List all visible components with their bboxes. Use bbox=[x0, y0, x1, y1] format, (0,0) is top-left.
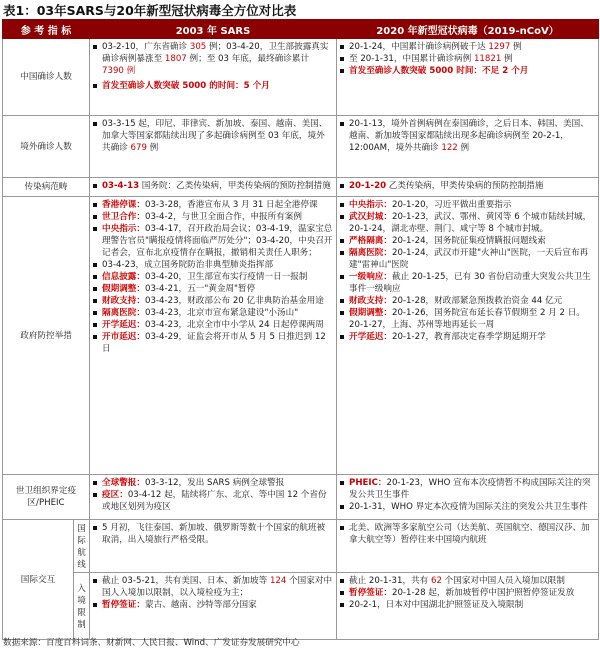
sars-cell: 03-2-10，广东省确诊 305 例；03-4-20，卫生部披露真实确诊病例暴涨至 1807 例；至 03 年底，最终确诊累计 7390 例 首发至确诊人数突破 5000 的时间：5 个月 bbox=[90, 39, 337, 116]
sub-label: 入境限制 bbox=[74, 573, 90, 640]
table-row bbox=[3, 116, 599, 178]
row-label: 世卫组织界定疫区/PHEIC bbox=[3, 475, 90, 520]
row-label: 中国确诊人数 bbox=[3, 39, 90, 116]
sars-cell: 香港停课：03-3-28，香港宣布从 3 月 31 日起全港停课 世卫合作：03-4-2，与世卫全面合作，申报所有案例 中央指示：03-4-17，召开政治局会议；03-4-19，温家宝总理警告官员"瞒报疫情将面临严厉处分"；03-4-20，中央召开记者会，宣布北京疫情存在瞒报，撤销相关责任人职务； 03-4-23，成立国务院防治非典型肺炎指挥部 信息披露：03-4-20，卫生部宣布实行疫情一日一报制 假期调整：03-4-21，五一"黄金周"暂停 财政支持：03-4-23，财政部公布 20 亿非典防治基金用途 隔离医院：03-4-23，北京市宣布紧急建设"小汤山" 开学延迟：03-4-23，北京全市中小学从 24 日起停课两周 开市延迟：03-4-29，证监会将开市从 5 月 5 日推迟到 12 日 bbox=[90, 197, 337, 475]
header-ncov: 2020 年新型冠状病毒（2019-nCoV） bbox=[337, 20, 599, 39]
table-row bbox=[3, 197, 599, 475]
ncov-cell: 20-1-13，境外首例病例在泰国确诊，之后日本、韩国、美国、越南、新加坡等国家都陆续出现多起确诊病例至 20-2-1，12:00AM，境外共确诊 122 例 bbox=[337, 116, 599, 178]
ncov-cell: 截止 20-1-31，共有 62 个国家对中国人员入境加以限制 暂停签证：20-1-28 起，新加坡暂停中国护照暂停签证发放 20-2-1，日本对中国湖北护照签证及入境限制 bbox=[337, 573, 599, 640]
ncov-cell: 北美、欧洲等多家航空公司（达美航、英国航空、德国汉莎、加拿大航空等）暂停往来中国境内航班 bbox=[337, 520, 599, 573]
ncov-cell: 20-1-24，中国累计确诊病例破千达 1297 例 至 20-1-31，中国累计确诊病例 11821 例 首发至确诊人数突破 5000 时间：不足 2 个月 bbox=[337, 39, 599, 116]
sars-cell: 5 月初，飞往泰国、新加坡、俄罗斯等数十个国家的航班被取消，出入境旅行严格受限。 bbox=[90, 520, 337, 573]
row-label: 境外确诊人数 bbox=[3, 116, 90, 178]
ncov-cell: 中央指示：20-1-20，习近平做出重要指示 武汉封城：20-1-23，武汉、鄂州、黄冈等 6 个城市陆续封城，20-1-24，湖北赤壁、荆门、咸宁等 8 个城市封城。 严格隔离：20-1-24，国务院征集疫情瞒报问题线索 隔离医院：20-1-24，武汉市开建"火神山"医院，一天后宣布再建"雷神山"医院 一级响应：截止 20-1-25，已有 30 省份启动重大突发公共卫生事件一级响应 财政支持：20-1-28，财政部紧急预拨救治资金 44 亿元 假期调整：20-1-26，国务院宣布延长春节假期至 2 月 2 日。20-1-27，上海、苏州等地再延长一周 开学延迟：20-1-27，教育部决定春季学期延期开学 bbox=[337, 197, 599, 475]
table-title: 表1：03年SARS与20年新型冠状病毒全方位对比表 bbox=[3, 3, 297, 18]
table-row bbox=[3, 573, 599, 640]
ncov-cell: PHEIC：20-1-23，WHO 宣布本次疫情暂不构成国际关注的突发公共卫生事件 20-1-31，WHO 界定本次疫情为国际关注的突发公共卫生事件 bbox=[337, 475, 599, 520]
sars-cell: 03-4-13 国务院：乙类传染病，甲类传染病的预防控制措施 bbox=[90, 178, 337, 197]
row-label: 传染病范畴 bbox=[3, 178, 90, 197]
ncov-cell: 20-1-20 乙类传染病，甲类传染病的预防控制措施 bbox=[337, 178, 599, 197]
header-indicator: 参 考 指 标 bbox=[3, 20, 90, 39]
sub-label: 国际航线 bbox=[74, 520, 90, 573]
sars-cell: 全球警报：03-3-12，发出 SARS 病例全球警报 疫区：03-4-12 起，陆续将广东、北京、等中国 12 个省份或地区划列为疫区 bbox=[90, 475, 337, 520]
table-row bbox=[3, 39, 599, 116]
row-label: 政府防控举措 bbox=[3, 197, 90, 475]
sars-cell: 截止 03-5-21，共有美国、日本、新加坡等 124 个国家对中国人入境加以限制，以入境检疫为主； 暂停签证：蒙古、越南、沙特等部分国家 bbox=[90, 573, 337, 640]
data-source: 数据来源：百度百科词条、财新网、人民日报、Wind、广发证券发展研究中心 bbox=[3, 638, 300, 648]
header-sars: 2003 年 SARS bbox=[90, 20, 337, 39]
comparison-table bbox=[2, 19, 599, 640]
table-row bbox=[3, 520, 599, 573]
table-row bbox=[3, 475, 599, 520]
sars-cell: 03-3-15 起，印尼、菲律宾、新加坡、泰国、越南、美国、加拿大等国家都陆续出现了多起确诊病例至 03 年底，境外共确诊 679 例 bbox=[90, 116, 337, 178]
row-label: 国际交互 bbox=[3, 520, 74, 640]
table-row bbox=[3, 178, 599, 197]
